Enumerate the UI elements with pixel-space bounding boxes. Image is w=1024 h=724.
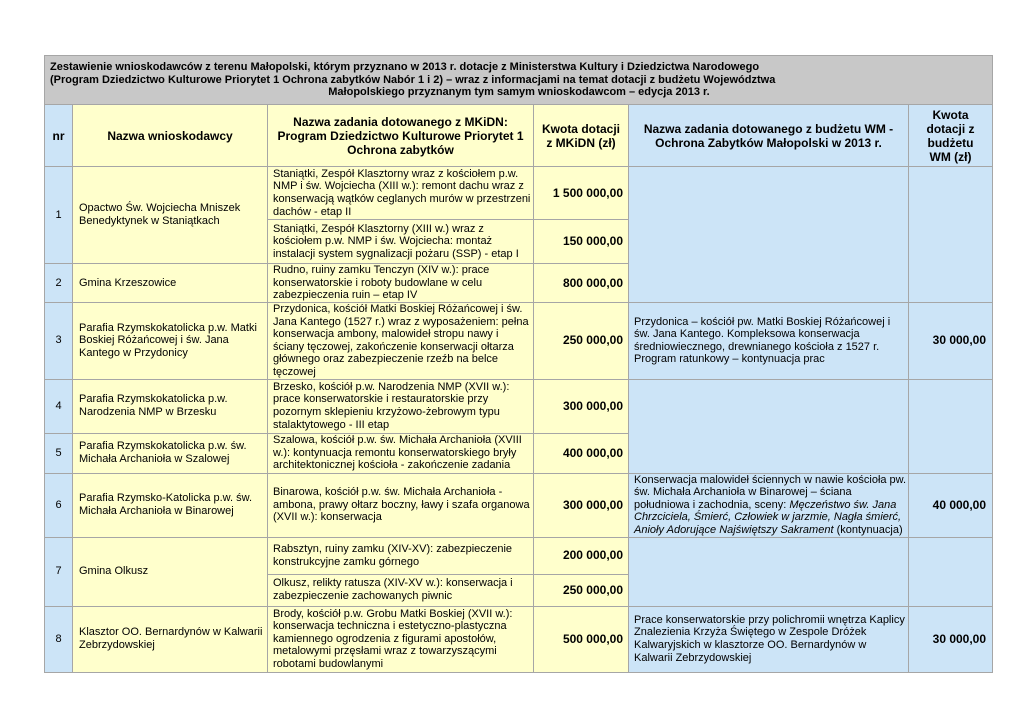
header-task-wm: Nazwa zadania dotowanego z budżetu WM - Ochrona Zabytków Małopolski w 2013 r. [629, 105, 909, 167]
mkidn-task-cell: Brody, kościół p.w. Grobu Matki Boskiej (XVII w.): konserwacja techniczna i estetyczno-plastyczna kamiennego ogrodzenia z figurami apostołów, metalowymi przęsłami wraz z towarzyszącymi robotami budowlanymi [268, 606, 534, 672]
mkidn-task-cell: Staniątki, Zespół Klasztorny (XIII w.) wraz z kościołem p.w. NMP i św. Wojciecha: montaż instalacji system sygnalizacji pożaru (SSP) - etap I [268, 220, 534, 264]
mkidn-amount-cell: 1 500 000,00 [534, 167, 629, 220]
wm-amount-cell: 30 000,00 [909, 606, 993, 672]
header-nr: nr [45, 105, 73, 167]
nr-cell: 4 [45, 379, 73, 433]
mkidn-task-cell: Staniątki, Zespół Klasztorny wraz z kościołem p.w. NMP i św. Wojciecha (XIII w.): remont dachu wraz z konserwacją wątków ceglanych murów w przestrzeni dachów - etap II [268, 167, 534, 220]
title-line-1: Zestawienie wnioskodawców z terenu Małopolski, którym przyznano w 2013 r. dotacje z Ministerstwa Kultury i Dziedzictwa Narodowego [50, 61, 760, 74]
title-line-2: (Program Dziedzictwo Kulturowe Priorytet 1 Ochrona zabytków Nabór 1 i 2) – wraz z informacjami na temat dotacji z budżetu Województwa [50, 73, 776, 86]
applicant-cell: Parafia Rzymsko-Katolicka p.w. św. Michała Archanioła w Binarowej [73, 473, 268, 537]
nr-cell: 1 [45, 167, 73, 264]
mkidn-task-cell: Przydonica, kościół Matki Boskiej Różańcowej i św. Jana Kantego (1527 r.) wraz z wyposażeniem: pełna konserwacja ambony, malowideł stropu nawy i ściany tęczowej, zakończenie konserwacji ołtarza głównego oraz zabezpieczenie rzeźb na belce tęczowej [268, 303, 534, 380]
table-row [45, 473, 993, 537]
wm-task-cell [629, 167, 909, 303]
mkidn-amount-cell: 250 000,00 [534, 303, 629, 380]
table-row [45, 303, 993, 380]
mkidn-amount-cell: 250 000,00 [534, 574, 629, 606]
applicant-cell: Gmina Krzeszowice [73, 264, 268, 303]
wm-amount-cell: 30 000,00 [909, 303, 993, 380]
table-row [45, 167, 993, 220]
wm-task-cell [629, 473, 909, 537]
table-row [45, 379, 993, 433]
mkidn-task-cell: Rudno, ruiny zamku Tenczyn (XIV w.): prace konserwatorskie i roboty budowlane w celu zabezpieczenia ruin – etap IV [268, 264, 534, 303]
mkidn-amount-cell: 300 000,00 [534, 379, 629, 433]
table-title [45, 56, 993, 105]
wm-amount-cell [909, 537, 993, 606]
mkidn-task-cell: Binarowa, kościół p.w. św. Michała Archanioła - ambona, prawy ołtarz boczny, ławy i szafa organowa (XVII w.): konserwacja [268, 473, 534, 537]
wm-amount-cell [909, 167, 993, 303]
header-task-mkidn: Nazwa zadania dotowanego z MKiDN: Program Dziedzictwo Kulturowe Priorytet 1 Ochrona zabytków [268, 105, 534, 167]
mkidn-amount-cell: 200 000,00 [534, 537, 629, 574]
nr-cell: 8 [45, 606, 73, 672]
nr-cell: 2 [45, 264, 73, 303]
nr-cell: 5 [45, 433, 73, 473]
header-amount-mkidn: Kwota dotacji z MKiDN (zł) [534, 105, 629, 167]
applicant-cell: Parafia Rzymskokatolicka p.w. Narodzenia NMP w Brzesku [73, 379, 268, 433]
title-line-3: Małopolskiego przyznanym tym samym wnioskodawcom – edycja 2013 r. [328, 86, 710, 99]
applicant-cell: Klasztor OO. Bernardynów w Kalwarii Zebrzydowskiej [73, 606, 268, 672]
mkidn-task-cell: Brzesko, kościół p.w. Narodzenia NMP (XVII w.): prace konserwatorskie i restauratorskie przy pozornym sklepieniu krzyżowo-żebrowym typu stalaktytowego - III etap [268, 379, 534, 433]
wm-amount-cell [909, 379, 993, 473]
applicant-cell: Parafia Rzymskokatolicka p.w. św. Michała Archanioła w Szalowej [73, 433, 268, 473]
mkidn-task-cell: Szalowa, kościół p.w. św. Michała Archanioła (XVIII w.): kontynuacja remontu konserwatorskiego bryły architektonicznej kościoła - zakończenie zadania [268, 433, 534, 473]
nr-cell: 6 [45, 473, 73, 537]
wm-task-cell [629, 379, 909, 473]
mkidn-amount-cell: 800 000,00 [534, 264, 629, 303]
header-applicant: Nazwa wnioskodawcy [73, 105, 268, 167]
table-row [45, 606, 993, 672]
wm-task-cell: Prace konserwatorskie przy polichromii wnętrza Kaplicy Znalezienia Krzyża Świętego w Zespole Dróżek Kalwaryjskich w klasztorze OO. Bernardynów w Kalwarii Zebrzydowskiej [629, 606, 909, 672]
wm-task-cell: Przydonica – kościół pw. Matki Boskiej Różańcowej i św. Jana Kantego. Kompleksowa konserwacja średniowiecznego, drewnianego kościoła z 1527 r. Program ratunkowy – kontynuacja prac [629, 303, 909, 380]
wm-task-scenes: Męczeństwo św. Jana Chrzciciela, Śmierć, Człowiek w jarzmie, Nagła śmierć, Anioły Adorujące Najświętszy Sakrament [634, 498, 902, 536]
mkidn-task-cell: Olkusz, relikty ratusza (XIV-XV w.): konserwacja i zabezpieczenie zachowanych piwnic [268, 574, 534, 606]
mkidn-amount-cell: 150 000,00 [534, 220, 629, 264]
wm-task-note: (kontynuacja) [836, 523, 903, 536]
mkidn-amount-cell: 300 000,00 [534, 473, 629, 537]
applicant-cell: Parafia Rzymskokatolicka p.w. Matki Boskiej Różańcowej i św. Jana Kantego w Przydonicy [73, 303, 268, 380]
wm-amount-cell: 40 000,00 [909, 473, 993, 537]
applicant-cell: Opactwo Św. Wojciecha Mniszek Benedyktynek w Staniątkach [73, 167, 268, 264]
nr-cell: 7 [45, 537, 73, 606]
mkidn-amount-cell: 400 000,00 [534, 433, 629, 473]
mkidn-task-cell: Rabsztyn, ruiny zamku (XIV-XV): zabezpieczenie konstrukcyjne zamku górnego [268, 537, 534, 574]
wm-task-cell [629, 537, 909, 606]
table-row [45, 537, 993, 574]
nr-cell: 3 [45, 303, 73, 380]
mkidn-amount-cell: 500 000,00 [534, 606, 629, 672]
grants-table [44, 55, 993, 673]
applicant-cell: Gmina Olkusz [73, 537, 268, 606]
wm-task-text: Konserwacja malowideł ściennych w nawie kościoła pw. św. Michała Archanioła w Binarowej – ściana południowa i zachodnia, sceny: [634, 473, 907, 511]
header-amount-wm: Kwota dotacji z budżetu WM (zł) [909, 105, 993, 167]
